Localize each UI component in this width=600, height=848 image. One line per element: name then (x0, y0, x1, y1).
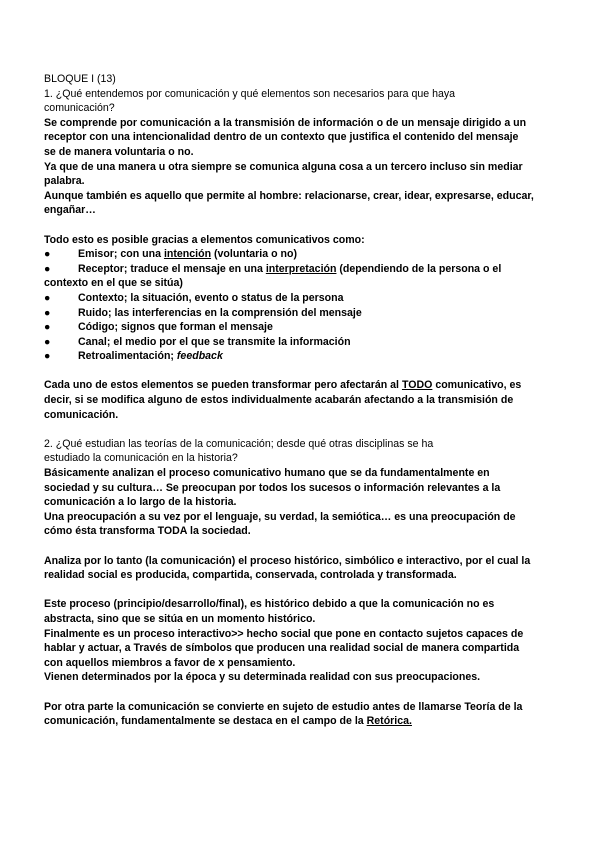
question-1-line: 1. ¿Qué entendemos por comunicación y qué elementos son necesarios para que haya (44, 87, 456, 100)
item-text: Canal; el medio por el que se transmite la información (78, 335, 351, 348)
text-line (44, 714, 560, 729)
process-paragraph (44, 597, 560, 685)
item-text: contexto en el que se sitúa) (44, 277, 183, 290)
question-2-line: estudiado la comunicación en la historia? (44, 452, 238, 465)
spacer (44, 685, 560, 700)
text-line: realidad social es producida, compartida, conservada, controlada y transformada. (44, 569, 457, 582)
question-1-line: comunicación? (44, 102, 115, 115)
text-run: comunicativo, es (432, 379, 522, 392)
question-2 (44, 437, 560, 466)
question-2-line: 2. ¿Qué estudian las teorías de la comunicación; desde qué otras disciplinas se ha (44, 437, 434, 450)
text-line: se de manera voluntaria o no. (44, 145, 194, 158)
closing-paragraph (44, 378, 560, 422)
underlined-term: TODO (401, 379, 433, 392)
text-line: abstracta, sino que se sitúa en un momento histórico. (44, 612, 316, 625)
item-text: (voluntaria o no) (211, 248, 297, 261)
text-line: receptor con una intencionalidad dentro de un contexto que justifica el contenido del mensaje (44, 131, 519, 144)
text-line: cómo ésta transforma TODA la sociedad. (44, 525, 251, 538)
elements-list (44, 247, 560, 364)
spacer (44, 218, 560, 233)
text-line: Se comprende por comunicación a la transmisión de información o de un mensaje dirigido a un (44, 116, 527, 129)
bullet-icon: ● (44, 321, 51, 334)
spacer (44, 364, 560, 379)
text-run: comunicación, fundamentalmente se destaca en el campo de la (44, 715, 367, 728)
text-line: Analiza por lo tanto (la comunicación) el proceso histórico, simbólico e interactivo, por el cual la (44, 554, 531, 567)
bullet-icon: ● (44, 262, 51, 275)
spacer (44, 583, 560, 598)
elements-intro: Todo esto es posible gracias a elementos comunicativos como: (44, 233, 365, 246)
list-item-emisor (44, 247, 560, 262)
text-line: comunicación. (44, 408, 119, 421)
bullet-icon: ● (44, 248, 51, 261)
spacer (44, 539, 560, 554)
item-text: (dependiendo de la persona o el (336, 262, 502, 275)
list-item-contexto (44, 291, 560, 306)
item-text: Código; signos que forman el mensaje (78, 321, 273, 334)
bullet-icon: ● (44, 291, 51, 304)
underlined-term: interpretación (265, 262, 337, 275)
spacer (44, 422, 560, 437)
text-line: Por otra parte la comunicación se convierte en sujeto de estudio antes de llamarse Teoría de la (44, 700, 523, 713)
underlined-term: intención (163, 248, 212, 261)
text-line: hablar y actuar, a Través de símbolos que producen una realidad social de manera compartida (44, 642, 520, 655)
list-item-receptor (44, 262, 560, 291)
text-line: comunicación a lo largo de la historia. (44, 496, 237, 509)
item-text: Ruido; las interferencias en la comprensión del mensaje (78, 306, 362, 319)
bullet-icon: ● (44, 350, 51, 363)
answer-1-paragraph (44, 116, 560, 218)
list-item-retroalimentacion (44, 349, 560, 364)
rhetoric-paragraph (44, 700, 560, 729)
list-item-canal (44, 335, 560, 350)
text-line: palabra. (44, 175, 85, 188)
bullet-icon: ● (44, 306, 51, 319)
italic-term: feedback (176, 350, 223, 363)
text-line: decir, si se modifica alguno de estos individualmente acabarán afectando a la transmisión de (44, 394, 514, 407)
list-item-codigo (44, 320, 560, 335)
text-line: Vienen determinados por la época y su determinada realidad con sus preocupaciones. (44, 671, 481, 684)
text-line: Ya que de una manera u otra siempre se comunica alguna cosa a un tercero incluso sin mediar (44, 160, 523, 173)
text-run: Cada uno de estos elementos se pueden transformar pero afectarán al (44, 379, 402, 392)
question-1 (44, 87, 560, 116)
text-line: Aunque también es aquello que permite al hombre: relacionarse, crear, idear, expresarse, educar, (44, 189, 534, 202)
text-line: Este proceso (principio/desarrollo/final), es histórico debido a que la comunicación no es (44, 598, 495, 611)
text-line: Una preocupación a su vez por el lenguaje, su verdad, la semiótica… es una preocupación de (44, 510, 516, 523)
block-heading: BLOQUE I (13) (44, 73, 116, 85)
bullet-icon: ● (44, 335, 51, 348)
text-line: Finalmente es un proceso interactivo>> hecho social que pone en contacto sujetos capaces de (44, 627, 524, 640)
text-line (44, 378, 560, 393)
answer-2-paragraph (44, 466, 560, 539)
list-item-ruido (44, 306, 560, 321)
text-line: engañar… (44, 204, 96, 217)
text-line: sociedad y su cultura… Se preocupan por todos los sucesos o información relevantes a la (44, 481, 501, 494)
text-line: Básicamente analizan el proceso comunicativo humano que se da fundamentalmente en (44, 467, 490, 480)
text-line: con aquellos miembros a favor de x pensamiento. (44, 656, 296, 669)
item-text: Emisor; con una (78, 248, 164, 261)
item-text: Receptor; traduce el mensaje en una (78, 262, 266, 275)
analysis-paragraph (44, 554, 560, 583)
item-text: Retroalimentación; (78, 350, 177, 363)
item-text: Contexto; la situación, evento o status de la persona (78, 291, 344, 304)
underlined-term: Retórica. (366, 715, 412, 728)
